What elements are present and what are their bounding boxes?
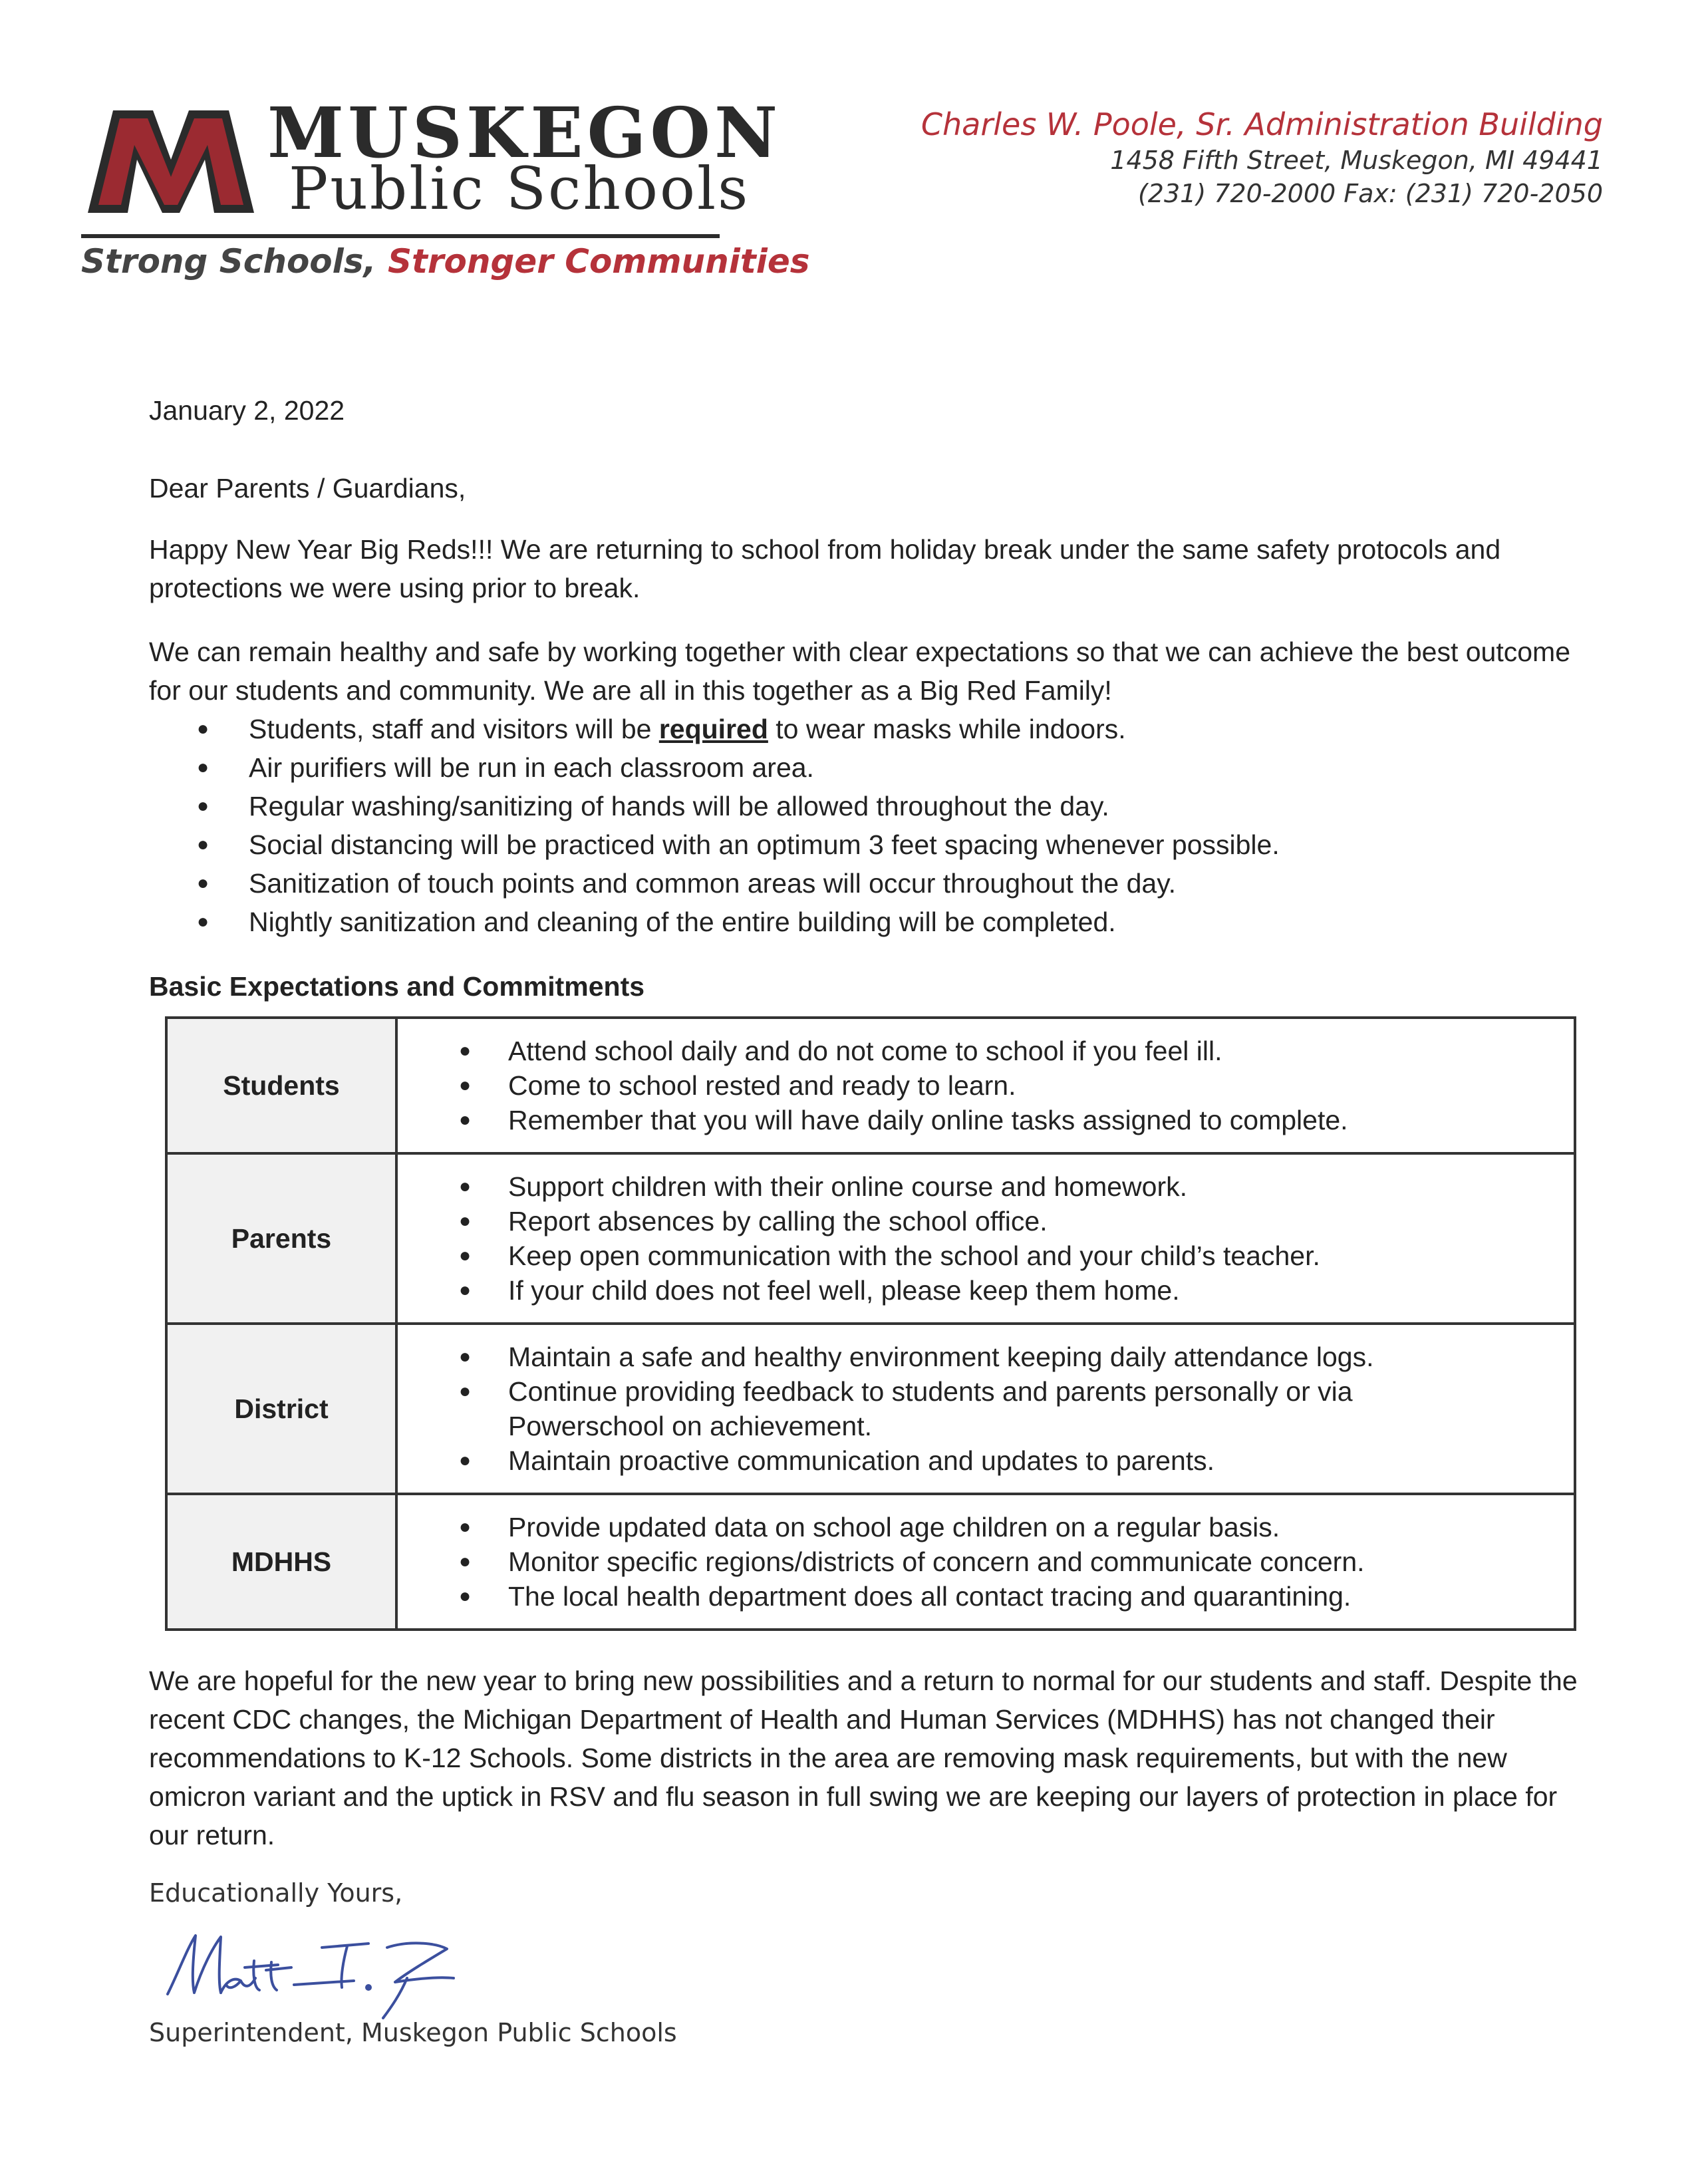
list-item-text: Nightly sanitization and cleaning of the entire building will be completed.	[249, 907, 1116, 937]
list-item-text: Come to school rested and ready to learn.	[508, 1070, 1016, 1101]
list-item	[459, 1034, 1574, 1068]
list-item-text: Sanitization of touch points and common areas will occur throughout the day.	[249, 868, 1177, 899]
list-item	[197, 864, 1280, 903]
list-item	[459, 1340, 1574, 1374]
list-item	[459, 1579, 1574, 1614]
district-logo	[81, 92, 810, 286]
logo-m-emblem	[81, 98, 261, 218]
bullet-icon: ●	[459, 1244, 472, 1266]
list-item	[459, 1169, 1574, 1204]
bullet-icon: ●	[197, 756, 210, 778]
list-item-text: Regular washing/sanitizing of hands will be allowed throughout the day.	[249, 791, 1109, 821]
list-item-text: Monitor specific regions/districts of concern and communicate concern.	[508, 1546, 1365, 1577]
list-item-text: Report absences by calling the school office.	[508, 1206, 1048, 1236]
list-item-text: Air purifiers will be run in each classroom area.	[249, 752, 814, 783]
table-row	[166, 1324, 1575, 1494]
closing-paragraph: We are hopeful for the new year to bring new possibilities and a return to normal for our students and staff. Despite the recent CDC changes, the Michigan Department of Health and Human Services (MDHHS) has not changed their recommendations to K-12 Schools. Some districts in the area are removing mask requirements, but with the new omicron variant and the uptick in RSV and flu season in full swing we are keeping our layers of protection in place for our return.	[149, 1666, 1578, 1850]
bullet-icon: ●	[197, 911, 210, 933]
list-item	[197, 903, 1280, 941]
role-cell: MDHHS	[166, 1494, 396, 1630]
letterhead-address-block	[921, 105, 1603, 210]
bullet-icon: ●	[459, 1516, 472, 1538]
logo-divider	[81, 234, 720, 238]
expectations-paragraph: We can remain healthy and safe by working together with clear expectations so that we can achieve the best outcome for our students and community. We are all in this together as a Big Red Family!	[149, 637, 1571, 706]
tagline-part2: Stronger Communities	[387, 242, 810, 281]
list-item	[459, 1068, 1574, 1103]
commitments-cell	[396, 1153, 1575, 1324]
bullet-icon: ●	[197, 718, 210, 740]
commitments-cell	[396, 1018, 1575, 1153]
phone-fax: (231) 720-2000 Fax: (231) 720-2050	[1137, 179, 1603, 208]
bullet-icon: ●	[459, 1380, 472, 1402]
list-item-text: If your child does not feel well, please keep them home.	[508, 1275, 1180, 1306]
list-item	[459, 1273, 1574, 1308]
list-item	[459, 1544, 1574, 1579]
list-item-text: The local health department does all contact tracing and quarantining.	[508, 1581, 1352, 1612]
intro-paragraph: Happy New Year Big Reds!!! We are returning to school from holiday break under the same safety protocols and protections we were using prior to break.	[149, 534, 1501, 603]
list-item	[459, 1238, 1574, 1273]
bullet-icon: ●	[197, 795, 210, 817]
list-item-text: Attend school daily and do not come to school if you feel ill.	[508, 1036, 1222, 1066]
bullet-icon: ●	[459, 1585, 472, 1607]
list-item-text: Remember that you will have daily online tasks assigned to complete.	[508, 1105, 1348, 1135]
table-row	[166, 1494, 1575, 1630]
list-item	[459, 1443, 1574, 1478]
commitments-cell	[396, 1494, 1575, 1630]
role-cell: District	[166, 1324, 396, 1494]
bullet-icon: ●	[459, 1210, 472, 1232]
bullet-icon: ●	[197, 833, 210, 855]
list-item-text: Maintain a safe and healthy environment keeping daily attendance logs.	[508, 1342, 1374, 1372]
bullet-icon: ●	[459, 1449, 472, 1471]
tagline	[81, 242, 810, 281]
bullet-icon: ●	[459, 1074, 472, 1096]
role-cell: Parents	[166, 1153, 396, 1324]
list-item	[459, 1103, 1574, 1137]
building-name: Charles W. Poole, Sr. Administration Building	[921, 106, 1603, 142]
tagline-part1: Strong Schools,	[81, 242, 388, 281]
list-item	[459, 1374, 1574, 1443]
logo-subtitle: Public Schools	[289, 154, 750, 223]
logo-title: MUSKEGON	[267, 92, 782, 174]
list-item-text: Social distancing will be practiced with an optimum 3 feet spacing whenever possible.	[249, 829, 1280, 860]
list-item-text: Students, staff and visitors will be required to wear masks while indoors.	[249, 714, 1126, 744]
table-row	[166, 1153, 1575, 1324]
bullet-icon: ●	[459, 1550, 472, 1572]
table-heading: Basic Expectations and Commitments	[149, 971, 645, 1002]
list-item	[197, 825, 1280, 864]
required-emphasis: required	[658, 714, 768, 744]
expectations-table	[165, 1016, 1576, 1631]
salutation: Dear Parents / Guardians,	[149, 473, 466, 504]
signoff: Educationally Yours,	[149, 1878, 403, 1908]
list-item-text: Maintain proactive communication and updates to parents.	[508, 1445, 1215, 1476]
role-cell: Students	[166, 1018, 396, 1153]
bullet-icon: ●	[197, 872, 210, 894]
list-item	[197, 748, 1280, 787]
bullet-icon: ●	[459, 1109, 472, 1131]
list-item	[197, 787, 1280, 825]
safety-protocol-list	[197, 710, 1280, 941]
signature-image	[154, 1921, 474, 2021]
table-row	[166, 1018, 1575, 1153]
bullet-icon: ●	[459, 1175, 472, 1197]
list-item-text: Keep open communication with the school and your child’s teacher.	[508, 1240, 1320, 1271]
list-item-text: Support children with their online course and homework.	[508, 1171, 1187, 1202]
commitments-cell	[396, 1324, 1575, 1494]
bullet-icon: ●	[459, 1040, 472, 1062]
street-address: 1458 Fifth Street, Muskegon, MI 49441	[1110, 146, 1603, 175]
bullet-icon: ●	[459, 1279, 472, 1301]
list-item-text: Continue providing feedback to students and parents personally or via Powerschool on achievement.	[508, 1376, 1353, 1441]
list-item	[459, 1204, 1574, 1238]
bullet-icon: ●	[459, 1346, 472, 1368]
list-item-text: Provide updated data on school age children on a regular basis.	[508, 1512, 1280, 1542]
letter-date: January 2, 2022	[149, 395, 345, 426]
list-item	[459, 1510, 1574, 1544]
signer-title: Superintendent, Muskegon Public Schools	[149, 2018, 677, 2047]
list-item	[197, 710, 1280, 748]
